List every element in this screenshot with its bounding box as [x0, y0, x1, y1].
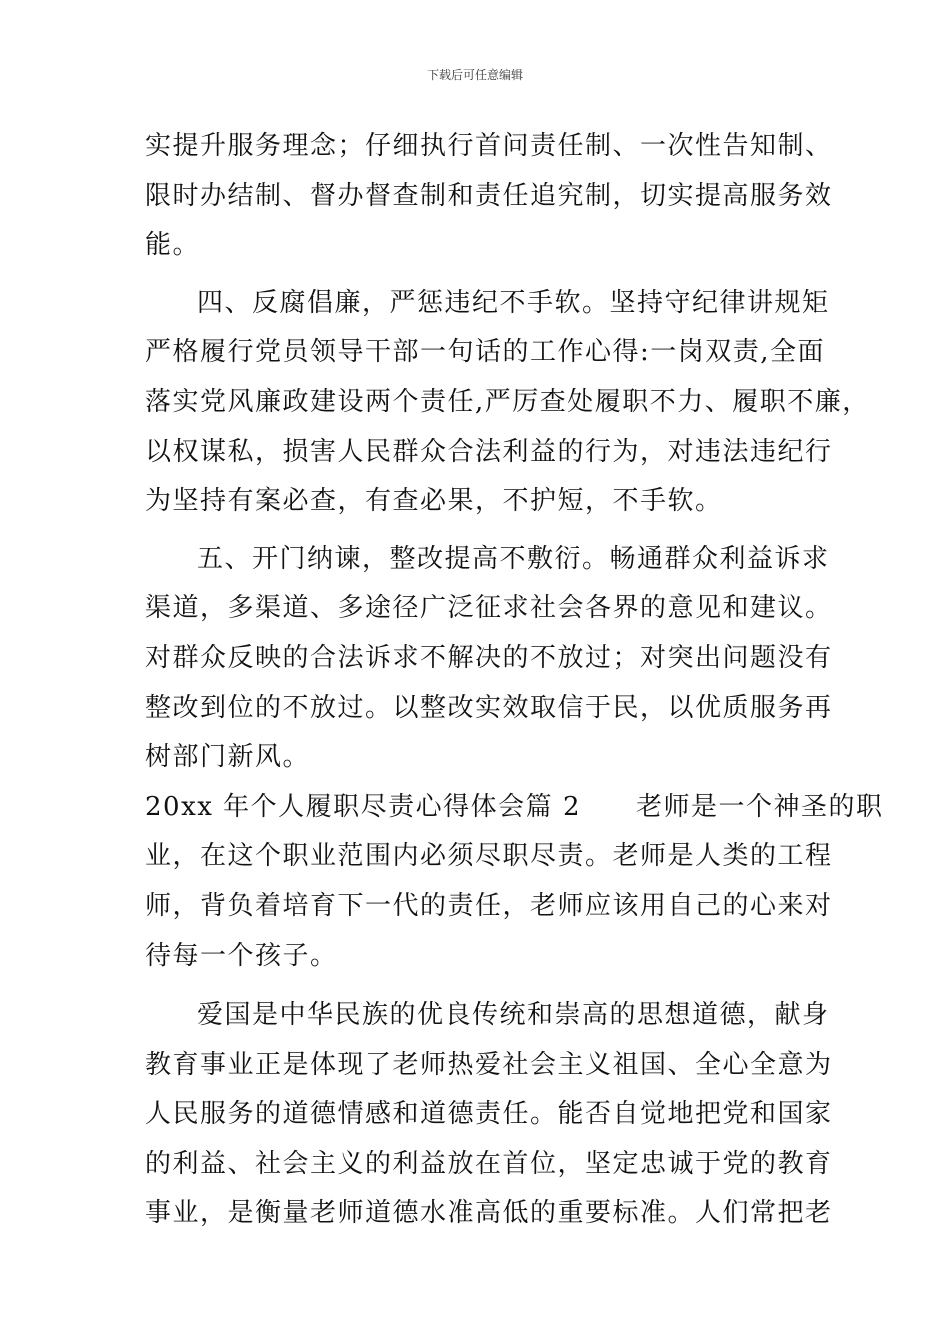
text-line: 以权谋私，损害人民群众合法利益的行为，对违法违纪行 [145, 436, 833, 467]
text-line: 四、反腐倡廉，严惩违纪不手软。坚持守纪律讲规矩 [197, 287, 830, 318]
text-line: 树部门新风。 [145, 742, 311, 773]
text-line: 限时办结制、督办督查制和责任追究制，切实提高服务效 [145, 180, 833, 211]
text-line: 爱国是中华民族的优良传统和崇高的思想道德，献身 [197, 1000, 830, 1031]
body-text [145, 122, 884, 1239]
section-heading-line: 20xx 年个人履职尽责心得体会篇 2 老师是一个神圣的职 [145, 791, 884, 822]
text-line: 业，在这个职业范围内必须尽职尽责。老师是人类的工程 [145, 841, 833, 872]
text-line: 五、开门纳谏，整改提高不敷衍。畅通群众利益诉求 [197, 543, 830, 574]
text-line: 渠道，多渠道、多途径广泛征求社会各界的意见和建议。 [145, 593, 833, 624]
text-line: 落实党风廉政建设两个责任,严厉查处履职不力、履职不廉， [145, 386, 870, 417]
text-line: 待每一个孩子。 [145, 940, 338, 971]
text-line: 整改到位的不放过。以整改实效取信于民，以优质服务再 [145, 692, 833, 723]
text-line: 实提升服务理念；仔细执行首问责任制、一次性告知制、 [145, 131, 833, 161]
text-line: 教育事业正是体现了老师热爱社会主义祖国、全心全意为 [145, 1049, 833, 1080]
text-line: 为坚持有案必查，有查必果，不护短，不手软。 [145, 486, 723, 517]
text-line: 人民服务的道德情感和道德责任。能否自觉地把党和国家 [145, 1099, 833, 1130]
text-line: 事业，是衡量老师道德水准高低的重要标准。人们常把老 [145, 1198, 833, 1229]
text-line: 师，背负着培育下一代的责任，老师应该用自己的心来对 [145, 890, 833, 921]
text-line: 严格履行党员领导干部一句话的工作心得:一岗双责,全面 [145, 337, 826, 368]
text-line: 能。 [145, 230, 201, 261]
text-line: 的利益、社会主义的利益放在首位，坚定忠诚于党的教育 [145, 1148, 833, 1179]
page-header: 下载后可任意编辑 [426, 68, 523, 82]
text-line: 对群众反映的合法诉求不解决的不放过；对突出问题没有 [145, 642, 833, 673]
